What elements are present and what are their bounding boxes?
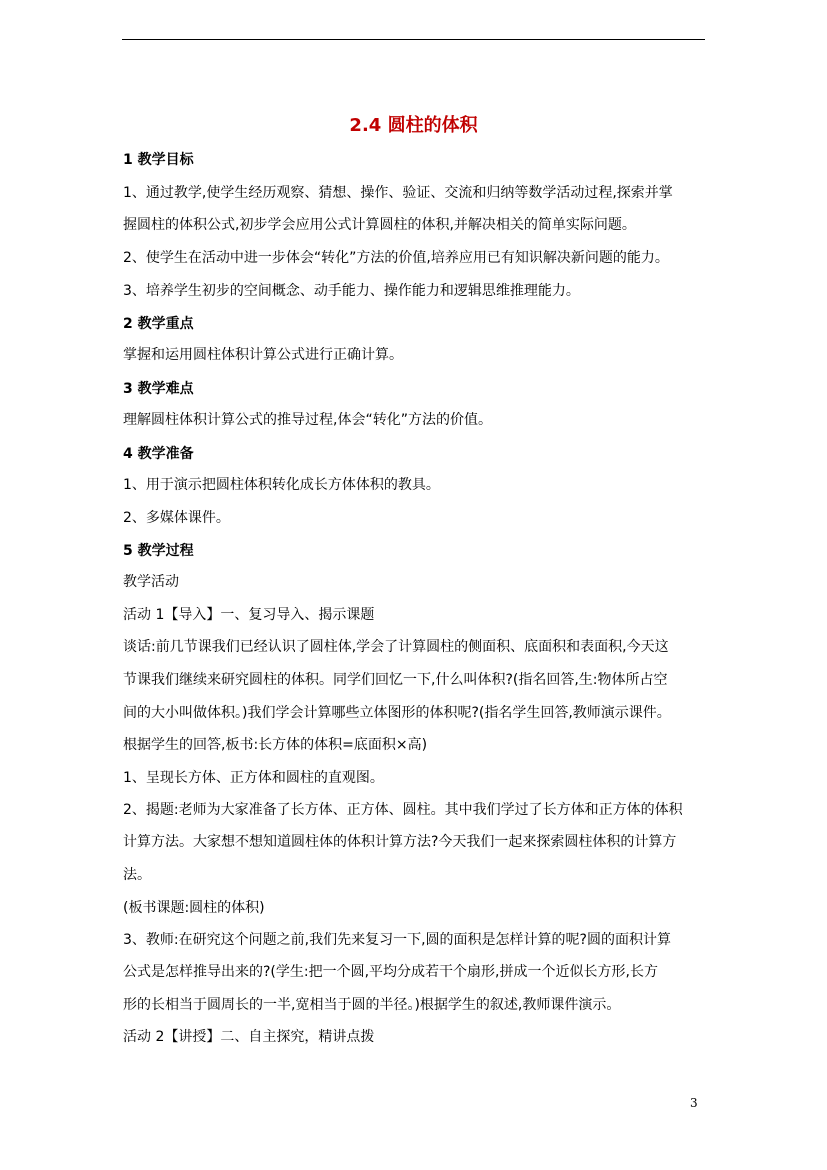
paragraph-line: 1、通过教学,使学生经历观察、猜想、操作、验证、交流和归纳等数学活动过程,探索并掌: [123, 185, 673, 201]
paragraph-line: 掌握和运用圆柱体积计算公式进行正确计算。: [123, 347, 403, 363]
paragraph-line: 教学活动: [123, 574, 179, 590]
paragraph-line: 2、揭题:老师为大家准备了长方体、正方体、圆柱。其中我们学过了长方体和正方体的体积: [123, 802, 683, 818]
paragraph-line: (板书课题:圆柱的体积): [123, 900, 265, 916]
paragraph-line: 2、使学生在活动中进一步体会“转化”方法的价值,培养应用已有知识解决新问题的能力。: [123, 250, 669, 266]
paragraph-line: 间的大小叫做体积。)我们学会计算哪些立体图形的体积呢?(指名学生回答,教师演示课件。: [123, 705, 671, 721]
paragraph-line: 理解圆柱体积计算公式的推导过程,体会“转化”方法的价值。: [123, 412, 492, 428]
paragraph-line: 根据学生的回答,板书:长方体的体积=底面积×高): [123, 737, 428, 753]
paragraph-line: 活动 1【导入】一、复习导入、揭示课题: [123, 607, 375, 623]
page-number: 3: [690, 1096, 698, 1110]
paragraph-line: 3、教师:在研究这个问题之前,我们先来复习一下,圆的面积是怎样计算的呢?圆的面积计算: [123, 932, 671, 948]
paragraph-line: 活动 2【讲授】二、自主探究，精讲点拨: [123, 1029, 375, 1045]
paragraph-line: 计算方法。大家想不想知道圆柱体的体积计算方法?今天我们一起来探索圆柱体积的计算方: [123, 834, 677, 850]
paragraph-line: 形的长相当于圆周长的一半,宽相当于圆的半径。)根据学生的叙述,教师课件演示。: [123, 997, 621, 1013]
section-heading: 2 教学重点: [123, 316, 194, 332]
paragraph-line: 2、多媒体课件。: [123, 510, 230, 526]
paragraph-line: 节课我们继续来研究圆柱的体积。同学们回忆一下,什么叫体积?(指名回答,生:物体所占空: [123, 672, 668, 688]
section-heading: 3 教学难点: [123, 381, 194, 397]
section-heading: 4 教学准备: [123, 446, 194, 462]
paragraph-line: 谈话:前几节课我们已经认识了圆柱体,学会了计算圆柱的侧面积、底面积和表面积,今天这: [123, 639, 669, 655]
paragraph-line: 公式是怎样推导出来的?(学生:把一个圆,平均分成若干个扇形,拼成一个近似长方形,长方: [123, 964, 658, 980]
paragraph-line: 握圆柱的体积公式,初步学会应用公式计算圆柱的体积,并解决相关的简单实际问题。: [123, 217, 636, 233]
paragraph-line: 3、培养学生初步的空间概念、动手能力、操作能力和逻辑思维推理能力。: [123, 283, 580, 299]
document-title: 2.4 圆柱的体积: [349, 115, 478, 136]
section-heading: 1 教学目标: [123, 152, 194, 168]
paragraph-line: 1、用于演示把圆柱体积转化成长方体体积的教具。: [123, 477, 440, 493]
paragraph-line: 1、呈现长方体、正方体和圆柱的直观图。: [123, 770, 384, 786]
paragraph-line: 法。: [123, 867, 151, 883]
header-rule: [122, 39, 705, 40]
section-heading: 5 教学过程: [123, 543, 194, 559]
